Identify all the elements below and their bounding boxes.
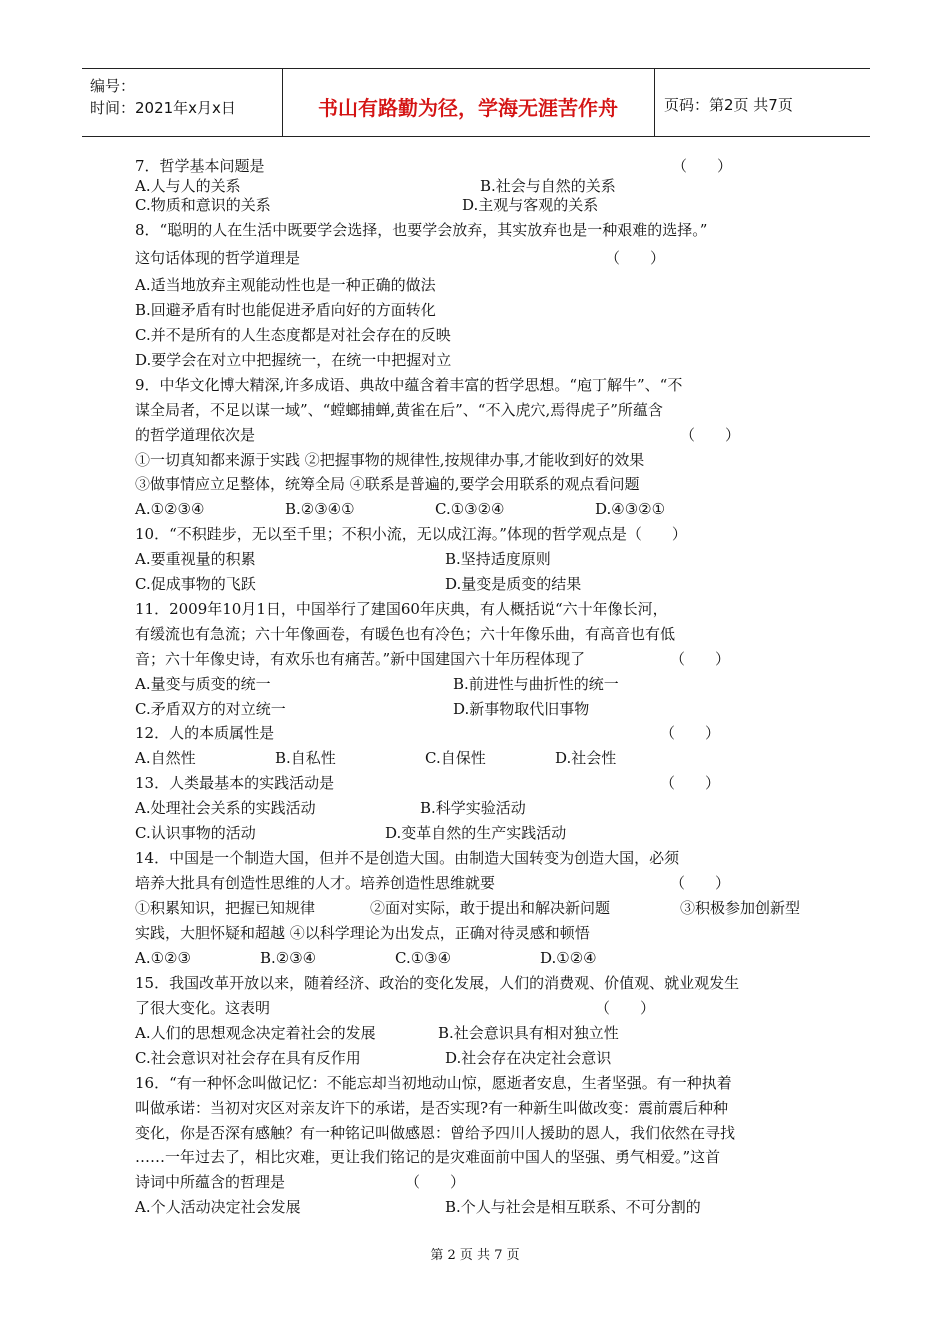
header-page-cell (654, 69, 870, 136)
line-text: 谋全局者，不足以谋一域”、“螳螂捕蝉,黄雀在后”、“不入虎穴,焉得虎子”所蕴含 (135, 401, 663, 419)
line-text: 9．中华文化博大精深,许多成语、典故中蕴含着丰富的哲学思想。“庖丁解牛”、“不 (135, 376, 683, 394)
line-text: A.①②③ (135, 949, 191, 967)
line-column-text: D.新事物取代旧事物 (453, 700, 590, 718)
line-text: 这句话体现的哲学道理是 (135, 249, 301, 267)
line-column-text: D.④③②① (595, 500, 666, 518)
line-column-text: D.量变是质变的结果 (445, 575, 582, 593)
line-text: C.物质和意识的关系 (135, 196, 271, 214)
line-text: 15．我国改革开放以来，随着经济、政治的变化发展，人们的消费观、价值观、就业观发生 (135, 974, 740, 992)
line-column-text: B.自私性 (275, 749, 336, 767)
line-column-text: C.①③④ (395, 949, 452, 967)
line-text: C.社会意识对社会存在具有反作用 (135, 1049, 361, 1067)
line-column-text: ③积极参加创新型 (680, 899, 801, 917)
line-text: B.回避矛盾有时也能促进矛盾向好的方面转化 (135, 301, 436, 319)
line-text: ①一切真知都来源于实践 ②把握事物的规律性,按规律办事,才能收到好的效果 (135, 451, 645, 469)
line-text: C.矛盾双方的对立统一 (135, 700, 286, 718)
line-text: 叫做承诺：当初对灾区对亲友许下的承诺，是否实现?有一种新生叫做改变：震前震后种种 (135, 1099, 729, 1117)
line-text: 实践，大胆怀疑和超越 ④以科学理论为出发点，正确对待灵感和顿悟 (135, 924, 590, 942)
line-text: 培养大批具有创造性思维的人才。培养创造性思维就要 (135, 874, 496, 892)
line-column-text: B.②③④① (285, 500, 355, 518)
line-text: 有缓流也有急流；六十年像画卷，有暖色也有冷色；六十年像乐曲，有高音也有低 (135, 625, 676, 643)
line-text: A.适当地放弃主观能动性也是一种正确的做法 (135, 276, 436, 294)
line-text: 16．“有一种怀念叫做记忆：不能忘却当初地动山惊，愿逝者安息，生者坚强。有一种执着 (135, 1074, 732, 1092)
line-column-text: （ ） (670, 650, 731, 668)
line-text: ……一年过去了，相比灾难，更让我们铭记的是灾难面前中国人的坚强、勇气相爱。”这首 (135, 1148, 721, 1166)
line-text: A.个人活动决定社会发展 (135, 1198, 301, 1216)
line-column-text: B.②③④ (260, 949, 317, 967)
line-column-text: （ ） (595, 999, 656, 1017)
line-column-text: D.社会性 (555, 749, 617, 767)
line-column-text: D.主观与客观的关系 (462, 196, 599, 214)
line-text: C.并不是所有的人生态度都是对社会存在的反映 (135, 326, 451, 344)
line-text: 音；六十年像史诗，有欢乐也有痛苦。”新中国建国六十年历程体现了 (135, 650, 586, 668)
line-text: 10．“不积跬步，无以至千里；不积小流，无以成江海。”体现的哲学观点是（ ） (135, 525, 687, 543)
line-text: ①积累知识，把握已知规律 (135, 899, 316, 917)
line-text: 11．2009年10月1日，中国举行了建国60年庆典，有人概括说“六十年像长河， (135, 600, 668, 618)
line-text: A.人与人的关系 (135, 177, 241, 195)
document-date-label: 时间：2021年x月x日 (90, 99, 236, 117)
line-text: A.处理社会关系的实践活动 (135, 799, 316, 817)
line-text: 8．“聪明的人在生活中既要学会选择，也要学会放弃，其实放弃也是一种艰难的选择。” (135, 221, 708, 239)
line-column-text: B.社会与自然的关系 (480, 177, 616, 195)
line-text: A.要重视量的积累 (135, 550, 256, 568)
line-text: ③做事情应立足整体，统筹全局 ④联系是普遍的,要学会用联系的观点看问题 (135, 475, 640, 493)
line-column-text: B.社会意识具有相对独立性 (438, 1024, 619, 1042)
line-text: 了很大变化。这表明 (135, 999, 271, 1017)
line-text: 12．人的本质属性是 (135, 724, 275, 742)
header-motto-cell (282, 69, 655, 136)
line-column-text: B.前进性与曲折性的统一 (453, 675, 619, 693)
line-column-text: C.自保性 (425, 749, 486, 767)
line-text: D.要学会在对立中把握统一，在统一中把握对立 (135, 351, 452, 369)
header-page-info: 页码：第2页 共7页 (664, 96, 793, 114)
line-column-text: D.社会存在决定社会意识 (445, 1049, 612, 1067)
line-text: A.人们的思想观念决定着社会的发展 (135, 1024, 376, 1042)
line-text: 的哲学道理依次是 (135, 426, 256, 444)
page-footer: 第 2 页 共 7 页 (430, 1248, 520, 1263)
line-column-text: B.科学实验活动 (420, 799, 526, 817)
line-text: 变化，你是否深有感触？有一种铭记叫做感恩：曾给予四川人援助的恩人，我们依然在寻找 (135, 1124, 736, 1142)
line-text: 诗词中所蕴含的哲理是 (135, 1173, 286, 1191)
line-column-text: （ ） (680, 426, 741, 444)
line-text: C.促成事物的飞跃 (135, 575, 256, 593)
line-column-text: （ ） (670, 874, 731, 892)
header-motto: 书山有路勤为径，学海无涯苦作舟 (318, 96, 618, 120)
header-meta-cell (82, 69, 283, 136)
line-column-text: B.个人与社会是相互联系、不可分割的 (445, 1198, 701, 1216)
line-text: C.认识事物的活动 (135, 824, 256, 842)
line-text: A.量变与质变的统一 (135, 675, 271, 693)
line-column-text: （ ） (672, 157, 733, 175)
line-column-text: D.①②④ (540, 949, 597, 967)
page-header (82, 68, 870, 137)
line-column-text: （ ） (660, 724, 721, 742)
line-column-text: B.坚持适度原则 (445, 550, 551, 568)
line-column-text: D.变革自然的生产实践活动 (385, 824, 567, 842)
line-text: 13．人类最基本的实践活动是 (135, 774, 335, 792)
line-text: A.自然性 (135, 749, 196, 767)
line-text: 7．哲学基本问题是 (135, 157, 265, 175)
line-column-text: （ ） (660, 774, 721, 792)
line-column-text: C.①③②④ (435, 500, 505, 518)
line-column-text: （ ） (405, 1173, 466, 1191)
line-column-text: （ ） (605, 249, 666, 267)
line-text: 14．中国是一个制造大国，但并不是创造大国。由制造大国转变为创造大国，必须 (135, 849, 680, 867)
document-number-label: 编号： (90, 77, 136, 95)
line-text: A.①②③④ (135, 500, 205, 518)
line-column-text: ②面对实际，敢于提出和解决新问题 (370, 899, 611, 917)
